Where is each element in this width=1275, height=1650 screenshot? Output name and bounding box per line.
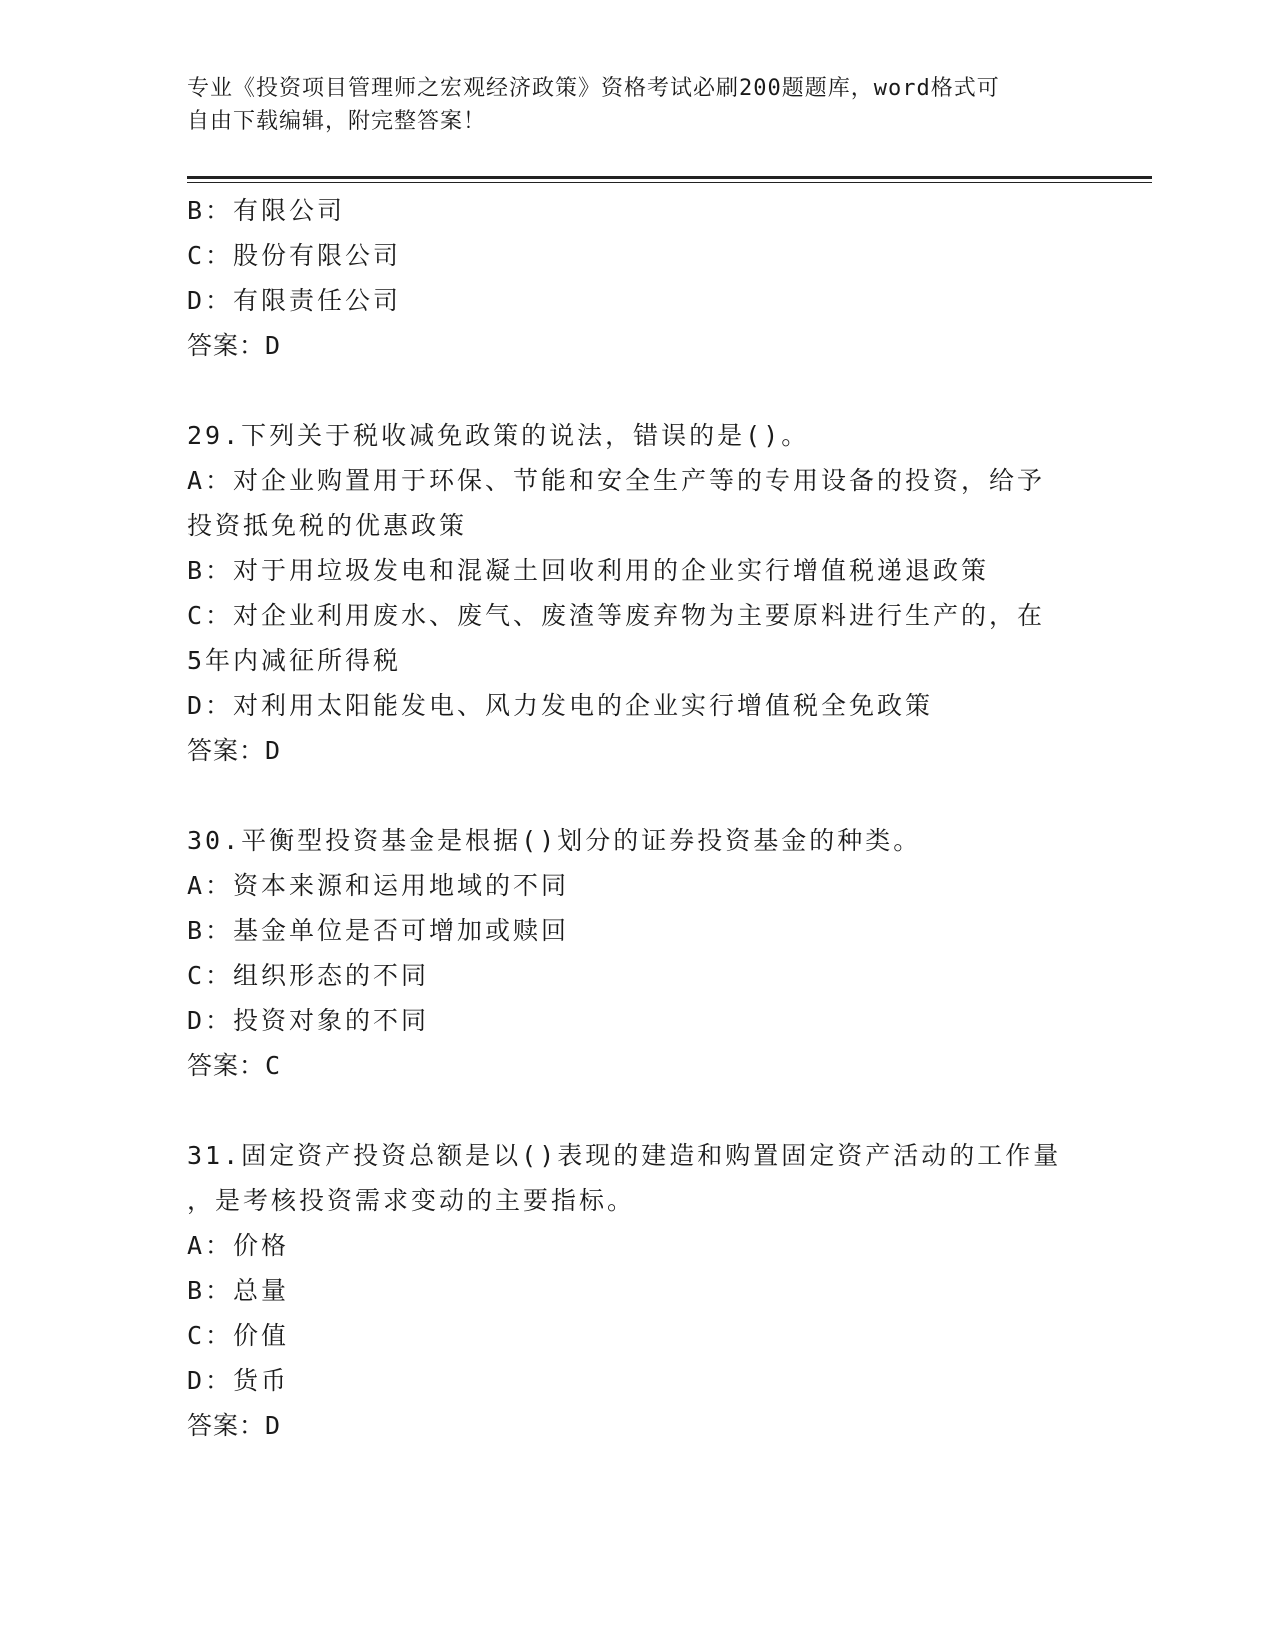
question-text-continued: ，是考核投资需求变动的主要指标。 <box>187 1186 636 1215</box>
question-text: 29.下列关于税收减免政策的说法，错误的是()。 <box>187 421 810 450</box>
option-b: B：对于用垃圾发电和混凝土回收利用的企业实行增值税递退政策 <box>187 556 990 585</box>
option-d: D：有限责任公司 <box>187 286 402 315</box>
option-a: A：资本来源和运用地域的不同 <box>187 871 570 900</box>
option-c: C：组织形态的不同 <box>187 961 430 990</box>
answer: 答案：D <box>187 736 282 765</box>
question-text: 31.固定资产投资总额是以()表现的建造和购置固定资产活动的工作量 <box>187 1141 1062 1170</box>
answer: 答案：D <box>187 1411 282 1440</box>
spacer <box>187 368 1067 413</box>
partial-question <box>187 188 1067 368</box>
spacer <box>187 1088 1067 1133</box>
option-c: C：价值 <box>187 1321 290 1350</box>
question-31 <box>187 1133 1067 1448</box>
option-c: C：对企业利用废水、废气、废渣等废弃物为主要原料进行生产的，在 <box>187 601 1046 630</box>
option-c: C：股份有限公司 <box>187 241 402 270</box>
answer: 答案：C <box>187 1051 282 1080</box>
option-a: A：对企业购置用于环保、节能和安全生产等的专用设备的投资，给予 <box>187 466 1046 495</box>
option-a: A：价格 <box>187 1231 290 1260</box>
option-a-continued: 投资抵免税的优惠政策 <box>187 511 468 540</box>
question-30 <box>187 818 1067 1088</box>
answer: 答案：D <box>187 331 282 360</box>
header-line-1: 专业《投资项目管理师之宏观经济政策》资格考试必刷200题题库，word格式可 <box>187 76 1000 101</box>
header-rule-thick <box>187 176 1152 179</box>
option-b: B：基金单位是否可增加或赎回 <box>187 916 570 945</box>
option-d: D：对利用太阳能发电、风力发电的企业实行增值税全免政策 <box>187 691 934 720</box>
option-d: D：投资对象的不同 <box>187 1006 430 1035</box>
option-b: B：总量 <box>187 1276 290 1305</box>
header-line-2: 自由下载编辑，附完整答案！ <box>187 109 487 134</box>
header-rule-thin <box>187 182 1152 183</box>
option-c-continued: 5年内减征所得税 <box>187 646 402 675</box>
option-d: D：货币 <box>187 1366 290 1395</box>
question-text: 30.平衡型投资基金是根据()划分的证券投资基金的种类。 <box>187 826 922 855</box>
question-29 <box>187 413 1067 773</box>
spacer <box>187 773 1067 818</box>
document-header <box>187 72 1067 138</box>
question-list <box>187 188 1067 1448</box>
option-b: B：有限公司 <box>187 196 346 225</box>
